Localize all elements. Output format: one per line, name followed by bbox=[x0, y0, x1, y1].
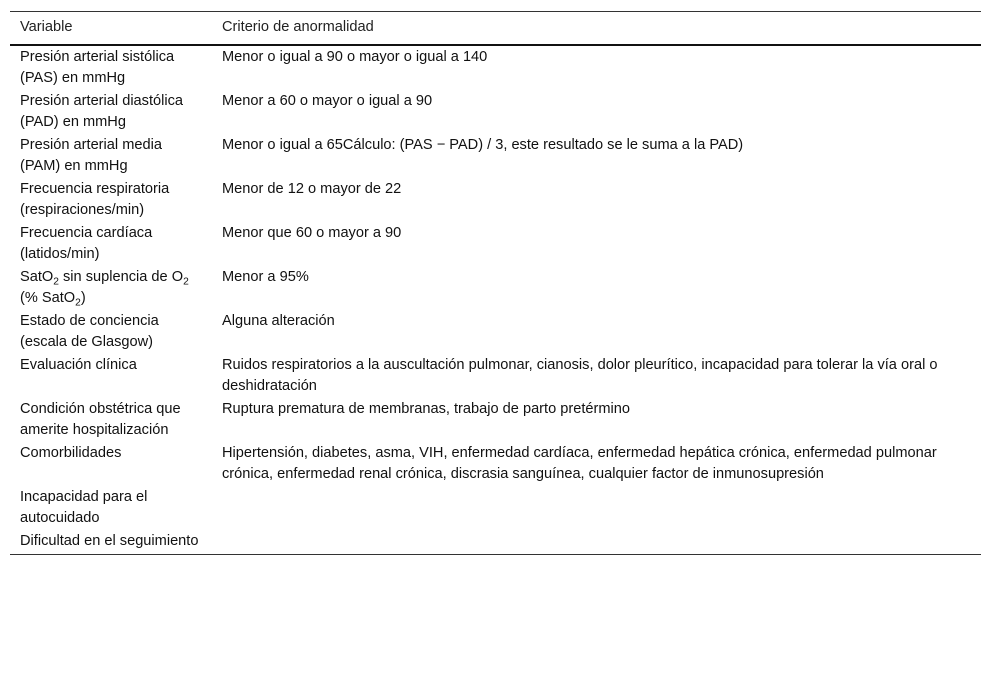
abnormality-criteria-table bbox=[10, 11, 981, 555]
table-row bbox=[10, 134, 981, 178]
variable-text: (% SatO bbox=[20, 290, 76, 306]
variable-cell: Presión arterial sistólica (PAS) en mmHg bbox=[20, 49, 175, 86]
table-row bbox=[10, 90, 981, 134]
criterion-cell bbox=[212, 486, 981, 530]
variable-text: sin suplencia de O bbox=[58, 269, 184, 285]
subscript: 2 bbox=[183, 276, 189, 288]
table-row bbox=[10, 354, 981, 398]
criterion-cell: Menor de 12 o mayor de 22 bbox=[222, 181, 402, 197]
variable-cell bbox=[10, 266, 212, 310]
variable-cell: Dificultad en el seguimiento bbox=[20, 533, 199, 549]
header-criterion: Criterio de anormalidad bbox=[222, 19, 374, 35]
criterion-cell: Menor o igual a 65Cálculo: (PAS − PAD) / 3, este resultado se le suma a la PAD) bbox=[222, 137, 744, 153]
variable-cell: Incapacidad para el autocuidado bbox=[20, 489, 148, 526]
variable-cell: Frecuencia cardíaca (latidos/min) bbox=[20, 225, 153, 262]
variable-text: ) bbox=[80, 290, 86, 306]
variable-cell: Estado de conciencia (escala de Glasgow) bbox=[20, 313, 159, 350]
criterion-cell: Hipertensión, diabetes, asma, VIH, enfermedad cardíaca, enfermedad hepática crónica, enfermedad pulmonar crónica, enfermedad renal crónica, discrasia sanguínea, cualquier factor de inmunosupresión bbox=[222, 445, 937, 482]
table-row bbox=[10, 266, 981, 310]
criterion-cell: Menor que 60 o mayor a 90 bbox=[222, 225, 402, 241]
table-row bbox=[10, 310, 981, 354]
table-row bbox=[10, 442, 981, 486]
header-row bbox=[10, 12, 981, 46]
criterion-cell: Menor o igual a 90 o mayor o igual a 140 bbox=[222, 49, 488, 65]
variable-cell: Frecuencia respiratoria (respiraciones/min) bbox=[20, 181, 170, 218]
variable-cell: Condición obstétrica que amerite hospitalización bbox=[20, 401, 181, 438]
criterion-cell: Ruidos respiratorios a la auscultación pulmonar, cianosis, dolor pleurítico, incapacidad para tolerar la vía oral o deshidratación bbox=[222, 357, 938, 394]
variable-cell: Evaluación clínica bbox=[20, 357, 137, 373]
criterion-cell: Menor a 60 o mayor o igual a 90 bbox=[222, 93, 433, 109]
abnormality-criteria-table-container bbox=[10, 11, 981, 555]
criterion-cell bbox=[212, 530, 981, 555]
table-row bbox=[10, 486, 981, 530]
table-row bbox=[10, 178, 981, 222]
subscript: 2 bbox=[75, 297, 81, 309]
criterion-cell: Alguna alteración bbox=[222, 313, 335, 329]
table-row bbox=[10, 222, 981, 266]
table-row bbox=[10, 398, 981, 442]
subscript: 2 bbox=[53, 276, 59, 288]
variable-cell: Presión arterial diastólica (PAD) en mmHg bbox=[20, 93, 184, 130]
criterion-cell: Menor a 95% bbox=[222, 269, 309, 285]
header-variable: Variable bbox=[20, 19, 73, 35]
variable-cell: Presión arterial media (PAM) en mmHg bbox=[20, 137, 162, 174]
table-header bbox=[10, 12, 981, 46]
variable-cell: Comorbilidades bbox=[20, 445, 122, 461]
variable-text: SatO bbox=[20, 269, 54, 285]
criterion-cell: Ruptura prematura de membranas, trabajo de parto pretérmino bbox=[222, 401, 631, 417]
table-row bbox=[10, 530, 981, 555]
table-body bbox=[10, 45, 981, 555]
table-row bbox=[10, 45, 981, 90]
